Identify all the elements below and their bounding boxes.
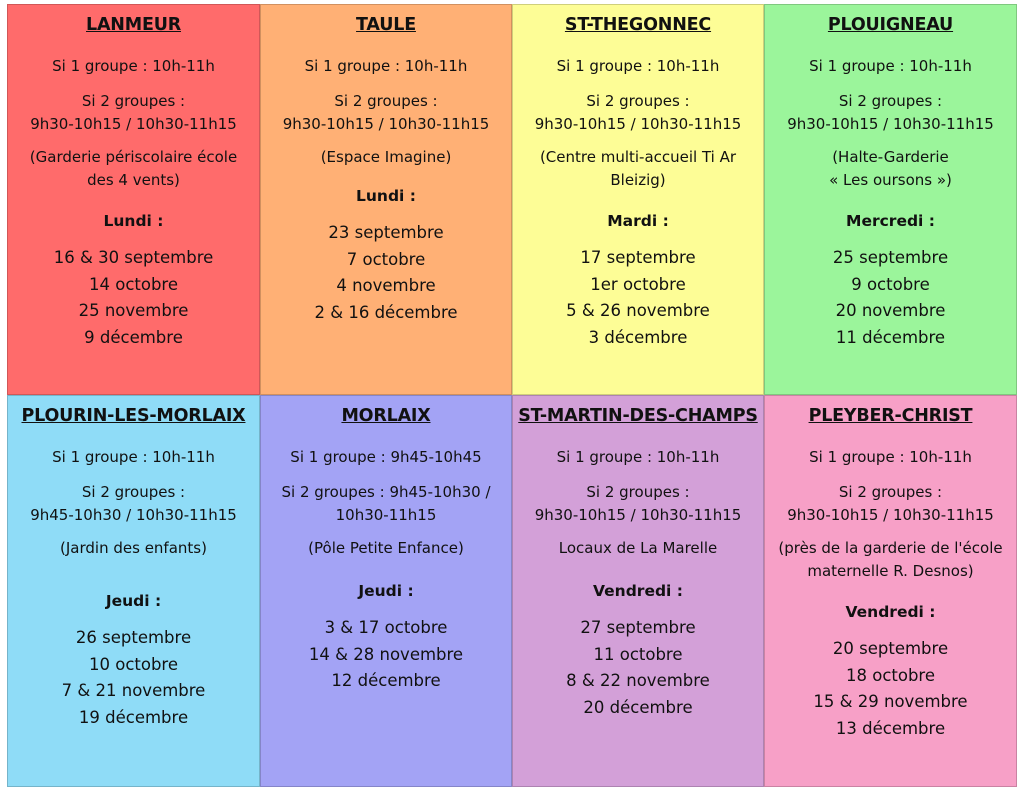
single-group-time: Si 1 groupe : 10h-11h	[809, 448, 972, 466]
town-cell-st-martin-des-champs	[512, 395, 764, 787]
date-item: 11 octobre	[593, 644, 683, 664]
venue	[308, 537, 464, 560]
two-groups-times: 9h30-10h15 / 10h30-11h15	[787, 506, 994, 524]
town-cell-st-thegonnec	[512, 4, 764, 395]
venue-line: Locaux de La Marelle	[558, 539, 718, 557]
venue-line: (Jardin des enfants)	[60, 539, 207, 557]
venue	[540, 146, 736, 192]
date-item: 7 octobre	[346, 249, 426, 269]
town-title: ST-MARTIN-DES-CHAMPS	[518, 406, 758, 426]
dates-list	[62, 625, 206, 731]
single-group-time: Si 1 groupe : 10h-11h	[556, 57, 720, 75]
date-item: 18 octobre	[845, 665, 936, 685]
two-groups-times: 9h45-10h30 / 10h30-11h15	[30, 506, 237, 524]
date-item: 5 & 26 novembre	[566, 301, 710, 320]
two-groups-label: Si 2 groupes :	[586, 483, 690, 501]
two-groups-label: Si 2 groupes :	[81, 483, 186, 501]
two-groups-block	[281, 481, 490, 527]
date-item: 20 novembre	[835, 301, 946, 320]
date-item: 19 décembre	[78, 707, 189, 727]
date-item: 13 décembre	[835, 718, 946, 738]
date-item: 11 décembre	[835, 327, 946, 347]
two-groups-label: Si 2 groupes : 9h45-10h30 /	[281, 483, 491, 501]
date-item: 2 & 16 décembre	[314, 302, 458, 322]
two-groups-times: 10h30-11h15	[335, 506, 437, 524]
date-item: 25 septembre	[832, 248, 949, 267]
town-title: PLOUIGNEAU	[827, 15, 954, 35]
venue	[829, 146, 952, 192]
date-item: 26 septembre	[75, 628, 192, 647]
venue-line: des 4 vents)	[87, 171, 180, 189]
two-groups-label: Si 2 groupes :	[334, 92, 438, 110]
two-groups-block	[787, 90, 994, 136]
two-groups-times: 9h30-10h15 / 10h30-11h15	[787, 115, 994, 133]
venue-line: (près de la garderie de l'école	[778, 539, 1003, 557]
weekday: Vendredi :	[593, 582, 683, 600]
date-item: 17 septembre	[580, 248, 696, 267]
venue-line: Bleizig)	[610, 171, 666, 189]
two-groups-times: 9h30-10h15 / 10h30-11h15	[534, 115, 742, 133]
town-title: PLEYBER-CHRIST	[808, 406, 973, 426]
single-group-time: Si 1 groupe : 9h45-10h45	[290, 448, 482, 466]
date-item: 25 novembre	[78, 301, 189, 320]
two-groups-block	[535, 90, 742, 136]
dates-list	[566, 615, 710, 721]
two-groups-label: Si 2 groupes :	[586, 92, 690, 110]
town-title: ST-THEGONNEC	[564, 15, 712, 35]
dates-list	[566, 245, 710, 351]
weekday: Jeudi :	[105, 592, 162, 610]
single-group-time: Si 1 groupe : 10h-11h	[52, 448, 215, 466]
venue-line: (Espace Imagine)	[320, 148, 452, 166]
single-group-time: Si 1 groupe : 10h-11h	[809, 57, 972, 75]
single-group-time: Si 1 groupe : 10h-11h	[556, 448, 720, 466]
date-item: 10 octobre	[88, 654, 179, 674]
venue-line: (Centre multi-accueil Ti Ar	[539, 148, 737, 166]
schedule-grid	[7, 4, 1017, 787]
date-item: 12 décembre	[331, 671, 441, 690]
town-title: PLOURIN-LES-MORLAIX	[21, 406, 246, 426]
town-cell-plourin-les-morlaix	[7, 395, 260, 787]
weekday: Lundi :	[103, 212, 164, 230]
dates-list	[309, 615, 463, 695]
two-groups-label: Si 2 groupes :	[81, 92, 186, 110]
two-groups-label: Si 2 groupes :	[838, 483, 943, 501]
venue-line: (Garderie périscolaire école	[29, 148, 238, 166]
town-cell-morlaix	[260, 395, 512, 787]
date-item: 20 décembre	[583, 697, 693, 717]
date-item: 16 & 30 septembre	[53, 248, 214, 267]
date-item: 9 décembre	[84, 327, 183, 347]
two-groups-times: 9h30-10h15 / 10h30-11h15	[282, 115, 490, 133]
two-groups-block	[283, 90, 490, 136]
weekday: Mardi :	[607, 212, 669, 230]
dates-list	[54, 245, 214, 351]
date-item: 27 septembre	[580, 618, 696, 637]
two-groups-block	[30, 90, 237, 136]
weekday: Mercredi :	[846, 212, 935, 230]
weekday: Lundi :	[356, 187, 416, 205]
date-item: 23 septembre	[328, 223, 444, 242]
town-cell-lanmeur	[7, 4, 260, 395]
date-item: 14 & 28 novembre	[308, 644, 464, 664]
two-groups-block	[30, 481, 237, 527]
two-groups-times: 9h30-10h15 / 10h30-11h15	[534, 506, 742, 524]
date-item: 14 octobre	[88, 274, 179, 294]
venue	[321, 146, 452, 169]
venue-line: (Pôle Petite Enfance)	[308, 539, 464, 557]
date-item: 3 & 17 octobre	[324, 618, 448, 637]
town-cell-plouigneau	[764, 4, 1017, 395]
venue	[559, 537, 717, 560]
date-item: 9 octobre	[851, 274, 930, 294]
weekday: Jeudi :	[358, 582, 414, 600]
weekday: Vendredi :	[845, 603, 936, 621]
venue	[778, 537, 1002, 583]
two-groups-label: Si 2 groupes :	[838, 92, 943, 110]
dates-list	[833, 245, 948, 351]
town-title: LANMEUR	[86, 15, 181, 35]
two-groups-times: 9h30-10h15 / 10h30-11h15	[30, 115, 237, 133]
venue-line: maternelle R. Desnos)	[807, 562, 974, 580]
town-cell-taule	[260, 4, 512, 395]
date-item: 7 & 21 novembre	[61, 681, 206, 700]
date-item: 15 & 29 novembre	[813, 692, 968, 711]
date-item: 4 novembre	[336, 276, 436, 295]
venue	[60, 537, 207, 560]
single-group-time: Si 1 groupe : 10h-11h	[304, 57, 468, 75]
date-item: 3 décembre	[588, 327, 688, 347]
date-item: 1er octobre	[590, 274, 686, 294]
town-cell-pleyber-christ	[764, 395, 1017, 787]
venue-line: « Les oursons »)	[829, 171, 952, 189]
venue-line: (Halte-Garderie	[832, 148, 949, 166]
town-title: MORLAIX	[341, 406, 431, 426]
dates-list	[314, 220, 457, 326]
town-title: TAULE	[356, 15, 416, 35]
two-groups-block	[787, 481, 994, 527]
date-item: 20 septembre	[832, 639, 949, 658]
dates-list	[813, 636, 967, 742]
two-groups-block	[535, 481, 742, 527]
date-item: 8 & 22 novembre	[566, 671, 710, 690]
single-group-time: Si 1 groupe : 10h-11h	[52, 57, 215, 75]
venue	[30, 146, 237, 192]
